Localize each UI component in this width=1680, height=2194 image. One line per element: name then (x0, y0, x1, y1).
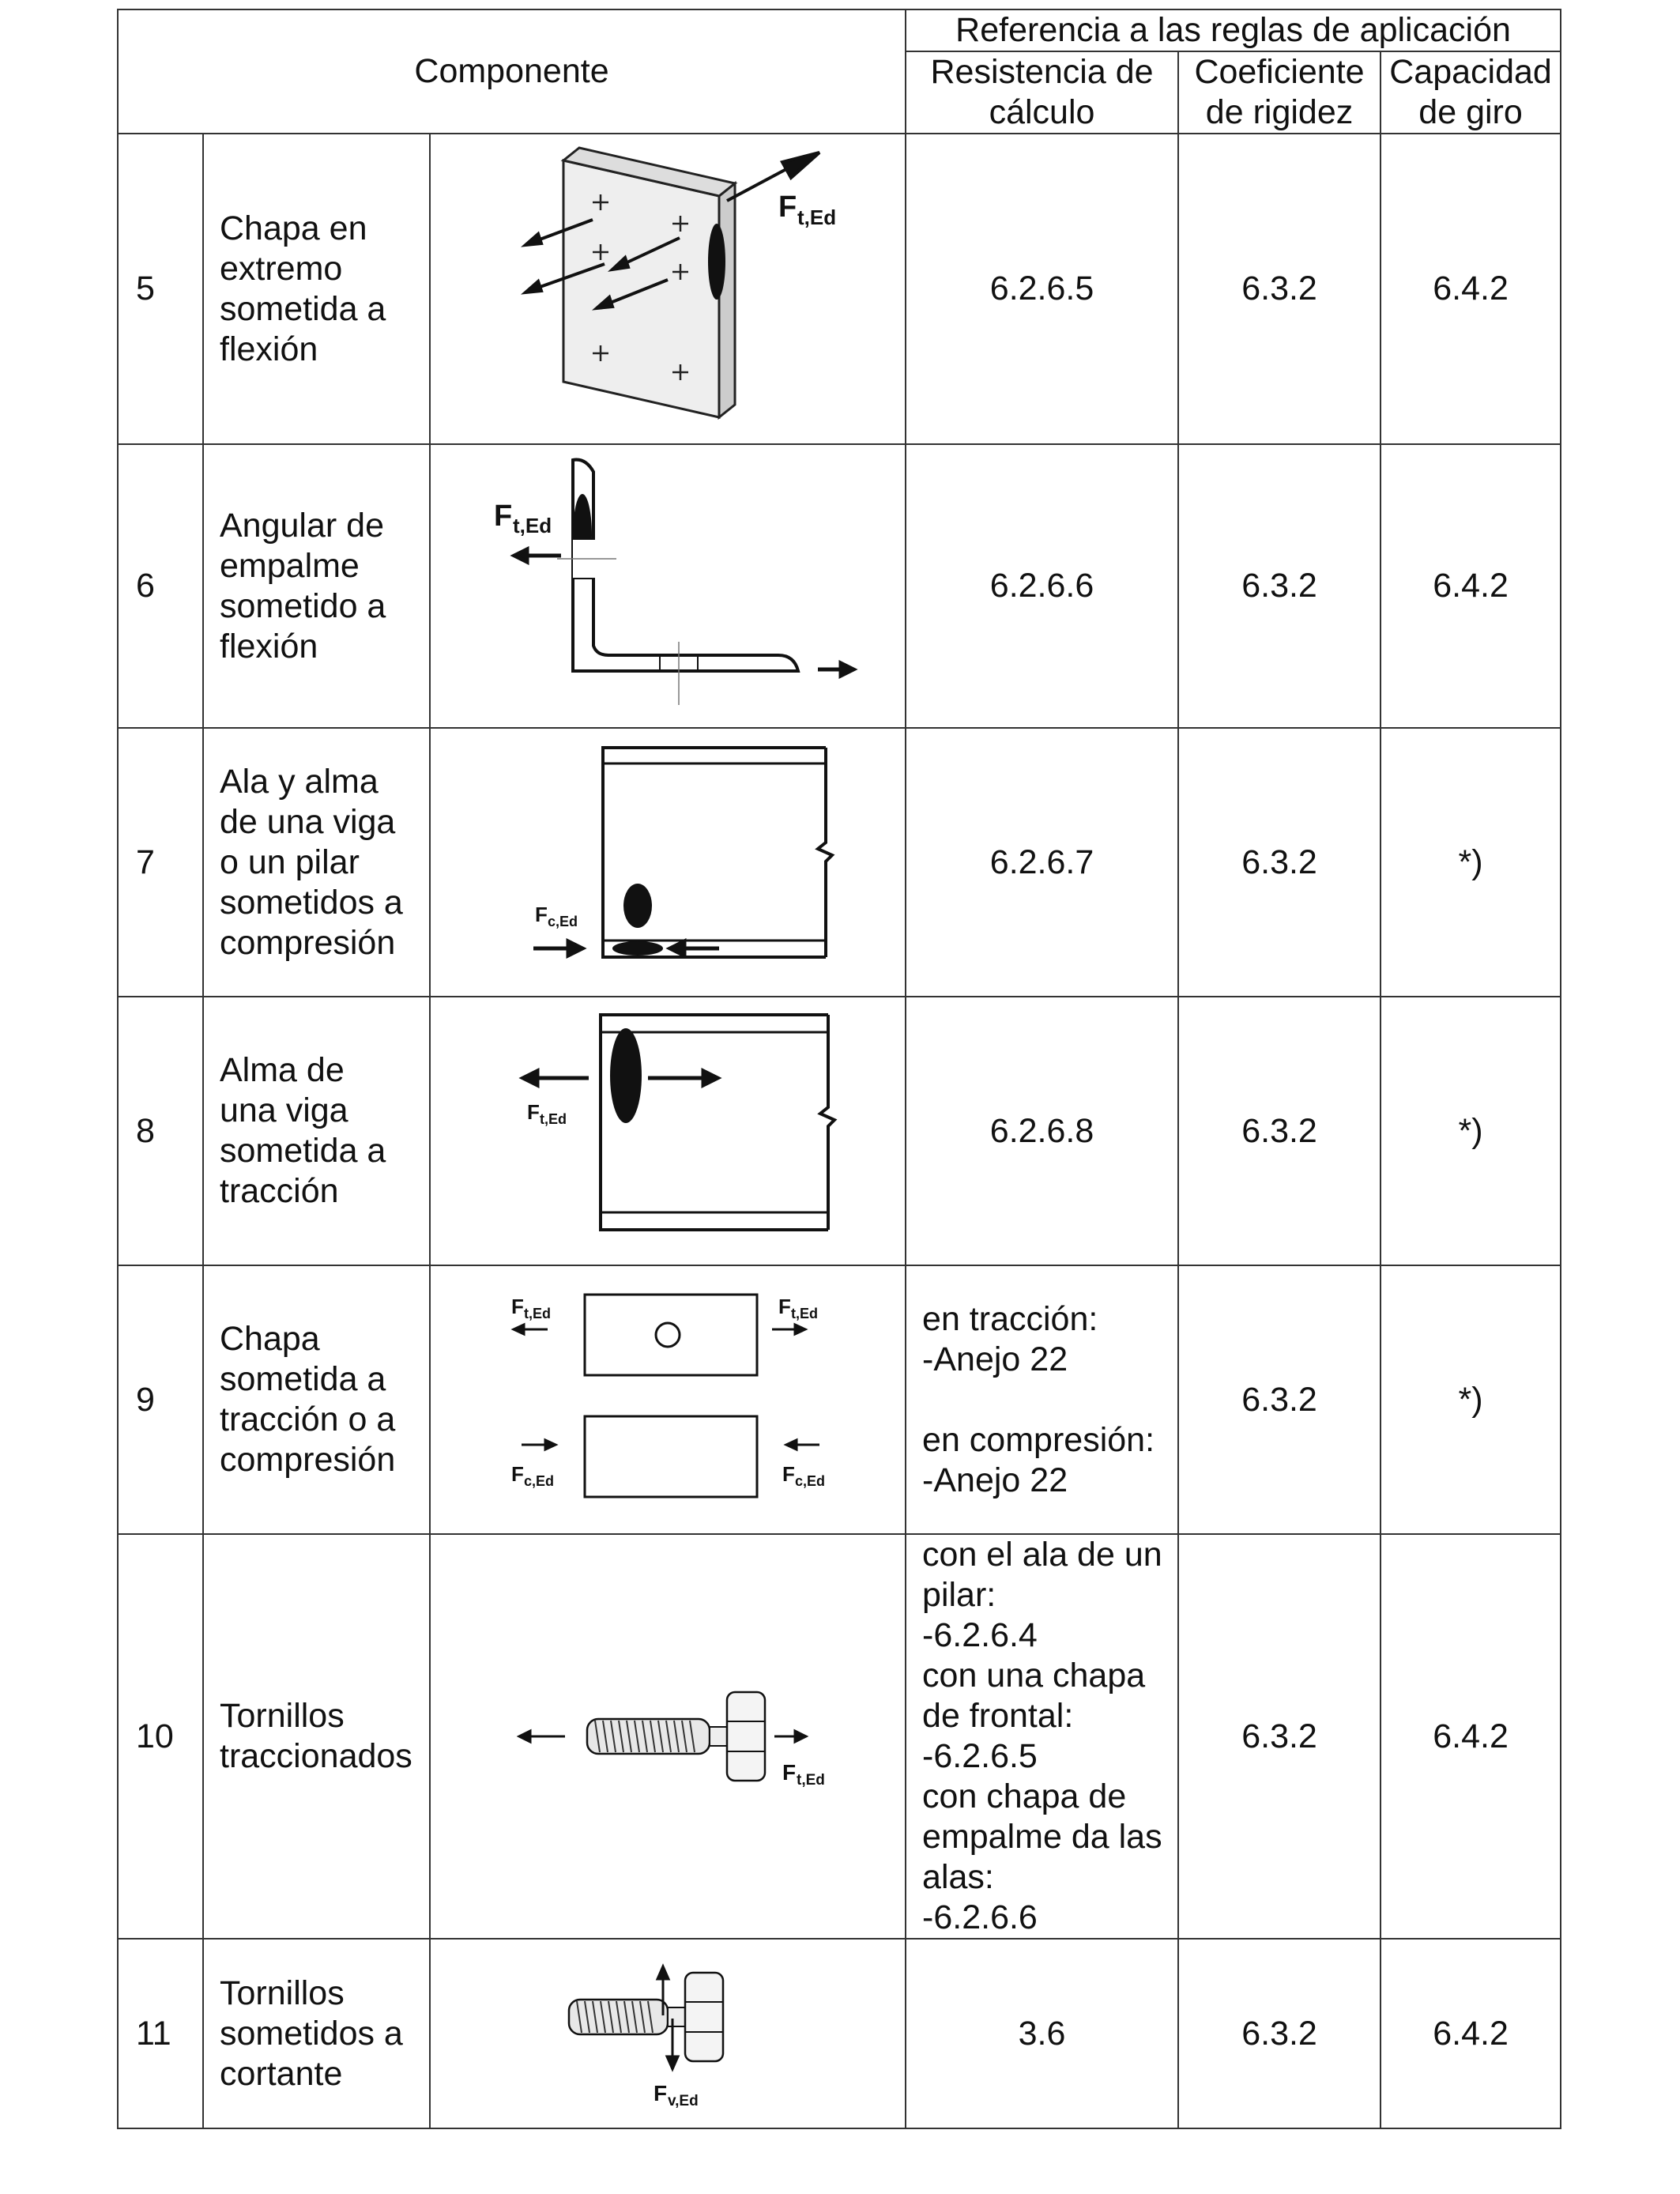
rotation-ref: 6.4.2 (1381, 1939, 1561, 2128)
rotation-ref: *) (1381, 1265, 1561, 1534)
table-row (118, 997, 1561, 1265)
table-row (118, 444, 1561, 728)
header-stiffness-coefficient: Coeficiente de rigidez (1178, 51, 1381, 134)
force-label: F (535, 903, 548, 926)
force-subscript-compression-left: c,Ed (524, 1473, 555, 1489)
header-rotation-capacity: Capacidad de giro (1381, 51, 1561, 134)
table-row (118, 1939, 1561, 2128)
force-label-tension-left: F (511, 1295, 524, 1318)
stiffness-ref: 6.3.2 (1178, 1534, 1381, 1939)
force-label: F (654, 2081, 668, 2105)
row-number: 9 (118, 1265, 203, 1534)
force-subscript-compression-right: c,Ed (795, 1473, 826, 1489)
rotation-ref: *) (1381, 728, 1561, 997)
figure-bolt-shear (430, 1939, 906, 2128)
force-subscript: v,Ed (668, 2093, 699, 2109)
design-resistance-ref: 6.2.6.8 (906, 997, 1178, 1265)
figure-angle-cleat (430, 444, 906, 728)
web-compression-diagram (446, 732, 889, 993)
component-name: Tornillos sometidos a cortante (203, 1939, 430, 2128)
table-row (118, 134, 1561, 444)
components-table (117, 9, 1561, 2129)
force-subscript: c,Ed (548, 914, 578, 929)
design-resistance-ref: 3.6 (906, 1939, 1178, 2128)
bolt-shear-diagram (446, 1943, 889, 2124)
force-subscript: t,Ed (797, 205, 837, 229)
plate-diagram (446, 1269, 889, 1530)
force-subscript-tension-left: t,Ed (524, 1306, 552, 1321)
table-row (118, 728, 1561, 997)
table-row (118, 1534, 1561, 1939)
design-resistance-ref: 6.2.6.5 (906, 134, 1178, 444)
stiffness-ref: 6.3.2 (1178, 1939, 1381, 2128)
row-number: 11 (118, 1939, 203, 2128)
component-name: Tornillos traccionados (203, 1534, 430, 1939)
force-label: F (778, 190, 797, 224)
row-number: 5 (118, 134, 203, 444)
rotation-ref: 6.4.2 (1381, 134, 1561, 444)
component-name: Angular de empalme sometido a flexión (203, 444, 430, 728)
force-subscript: t,Ed (513, 513, 552, 537)
header-design-resistance: Resistencia de cálculo (906, 51, 1178, 134)
angle-cleat-diagram (446, 448, 889, 725)
row-number: 6 (118, 444, 203, 728)
force-label: F (494, 499, 513, 533)
figure-web-tension (430, 997, 906, 1265)
force-label-compression-right: F (782, 1462, 795, 1486)
stiffness-ref: 6.3.2 (1178, 1265, 1381, 1534)
force-label-compression-left: F (511, 1462, 524, 1486)
row-number: 10 (118, 1534, 203, 1939)
header-component: Componente (118, 9, 906, 134)
web-tension-diagram (446, 1001, 889, 1261)
component-name: Alma de una viga sometida a tracción (203, 997, 430, 1265)
force-label: F (527, 1100, 540, 1124)
end-plate-diagram (446, 139, 889, 439)
component-name: Chapa en extremo sometida a flexión (203, 134, 430, 444)
design-resistance-ref: 6.2.6.7 (906, 728, 1178, 997)
force-subscript: t,Ed (540, 1111, 567, 1127)
row-number: 8 (118, 997, 203, 1265)
design-resistance-ref: 6.2.6.6 (906, 444, 1178, 728)
component-name: Chapa sometida a tracción o a compresión (203, 1265, 430, 1534)
force-label-tension-right: F (778, 1295, 791, 1318)
header-reference: Referencia a las reglas de aplicación (906, 9, 1561, 51)
figure-bolt-tension (430, 1534, 906, 1939)
design-resistance-ref: en tracción: -Anejo 22 en compresión: -Anejo 22 (906, 1265, 1178, 1534)
rotation-ref: 6.4.2 (1381, 1534, 1561, 1939)
row-number: 7 (118, 728, 203, 997)
rotation-ref: *) (1381, 997, 1561, 1265)
component-name: Ala y alma de una viga o un pilar sometidos a compresión (203, 728, 430, 997)
stiffness-ref: 6.3.2 (1178, 728, 1381, 997)
figure-plate-tension-compression (430, 1265, 906, 1534)
table-row (118, 1265, 1561, 1534)
force-label: F (782, 1760, 797, 1785)
design-resistance-ref: con el ala de un pilar: -6.2.6.4 con una chapa de frontal: -6.2.6.5 con chapa de empalme da las alas: -6.2.6.6 (906, 1534, 1178, 1939)
stiffness-ref: 6.3.2 (1178, 997, 1381, 1265)
stiffness-ref: 6.3.2 (1178, 444, 1381, 728)
bolt-tension-diagram (446, 1657, 889, 1815)
force-subscript: t,Ed (797, 1772, 825, 1789)
rotation-ref: 6.4.2 (1381, 444, 1561, 728)
figure-end-plate (430, 134, 906, 444)
stiffness-ref: 6.3.2 (1178, 134, 1381, 444)
figure-web-compression (430, 728, 906, 997)
force-subscript-tension-right: t,Ed (791, 1306, 819, 1321)
